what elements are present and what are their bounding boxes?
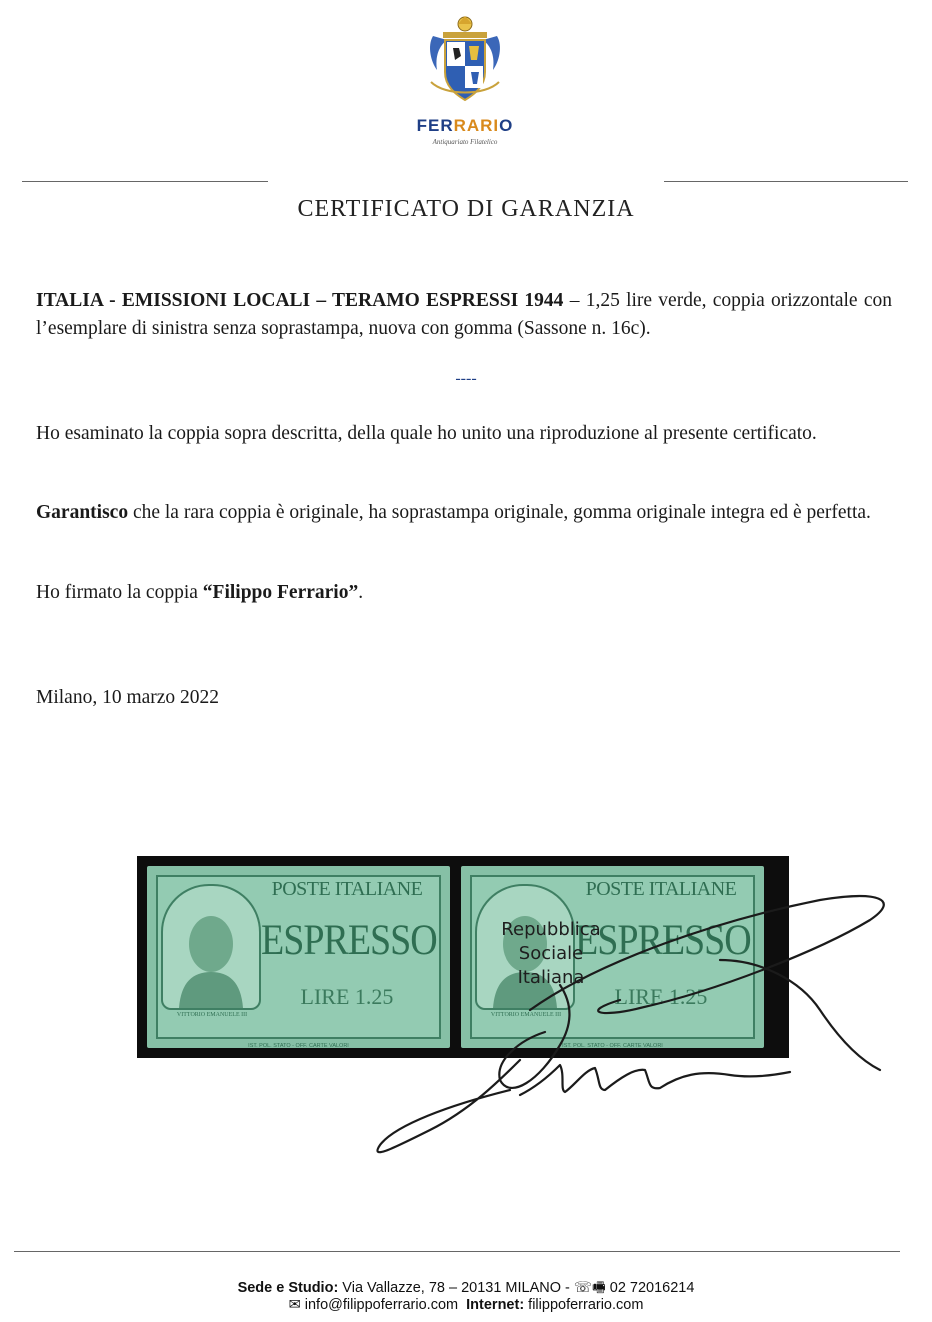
footer-contact-line xyxy=(0,1297,932,1313)
office-label: Sede e Studio: xyxy=(237,1280,339,1296)
header-rule-right xyxy=(664,181,908,182)
guarantee-heading: Garantisco xyxy=(36,502,129,523)
stamp-pair-image xyxy=(137,856,789,1058)
overprint-text: Repubblica Sociale Italiana xyxy=(501,919,601,988)
internet-label: Internet: xyxy=(466,1297,525,1313)
email-link[interactable]: ✉ info@filippoferrario.com xyxy=(288,1297,459,1313)
portrait-caption: VITTORIO EMANUELE III xyxy=(176,1012,248,1018)
portrait-icon xyxy=(163,886,259,1008)
stamp-right xyxy=(461,866,764,1048)
header-rule-left xyxy=(22,181,268,182)
signer-name: “Filippo Ferrario” xyxy=(202,582,359,603)
stamp-country: POSTE ITALIANE xyxy=(585,878,737,900)
stamp-service: ESPRESSO xyxy=(575,915,751,965)
guarantee-statement xyxy=(36,499,892,527)
phone-number: ☏🖷 02 72016214 xyxy=(573,1280,695,1296)
guarantee-text: che la rara coppia è originale, ha soprastampa originale, gomma originale integra ed è perfetta. xyxy=(128,502,871,523)
stamp-left xyxy=(147,866,450,1048)
logo-wordmark: FERRARIO xyxy=(416,116,514,135)
certificate-title: CERTIFICATO DI GARANZIA xyxy=(297,196,635,222)
portrait-caption: VITTORIO EMANUELE III xyxy=(490,1012,562,1018)
office-address: Via Vallazze, 78 – 20131 MILANO - xyxy=(338,1280,574,1296)
logo-subtitle: Antiquariato Filatelico xyxy=(432,138,498,146)
signed-text: Ho firmato la coppia xyxy=(36,582,203,603)
stamp-printer: IST. POL. STATO - OFF. CARTE VALORI xyxy=(248,1043,349,1048)
description-heading: ITALIA - EMISSIONI LOCALI – TERAMO ESPRESSI 1944 xyxy=(36,290,564,311)
description-text: – 1,25 lire verde, coppia orizzontale con l’esemplare di sinistra senza soprastampa, nuova con gomma (Sassone n. 16c). xyxy=(36,290,892,339)
signed-statement: Ho firmato la coppia “Filippo Ferrario”. xyxy=(36,582,364,603)
stamp-description xyxy=(36,287,892,343)
stamp-value: LIRE 1.25 xyxy=(300,984,394,1009)
ferrario-logo xyxy=(405,12,525,146)
crest-emblem xyxy=(425,12,505,108)
footer-rule xyxy=(14,1251,900,1252)
place-date: Milano, 10 marzo 2022 xyxy=(36,687,220,708)
separator: ---- xyxy=(455,370,477,387)
stamp-value: LIRE 1.25 xyxy=(614,984,708,1009)
stamp-service: ESPRESSO xyxy=(261,915,437,965)
stamp-country: POSTE ITALIANE xyxy=(271,878,423,900)
examined-statement: Ho esaminato la coppia sopra descritta, della quale ho unito una riproduzione al presente certificato. xyxy=(36,423,817,444)
stamp-printer: IST. POL. STATO - OFF. CARTE VALORI xyxy=(562,1043,663,1048)
king-portrait xyxy=(161,884,261,1010)
website-link[interactable]: filippoferrario.com xyxy=(524,1297,644,1313)
